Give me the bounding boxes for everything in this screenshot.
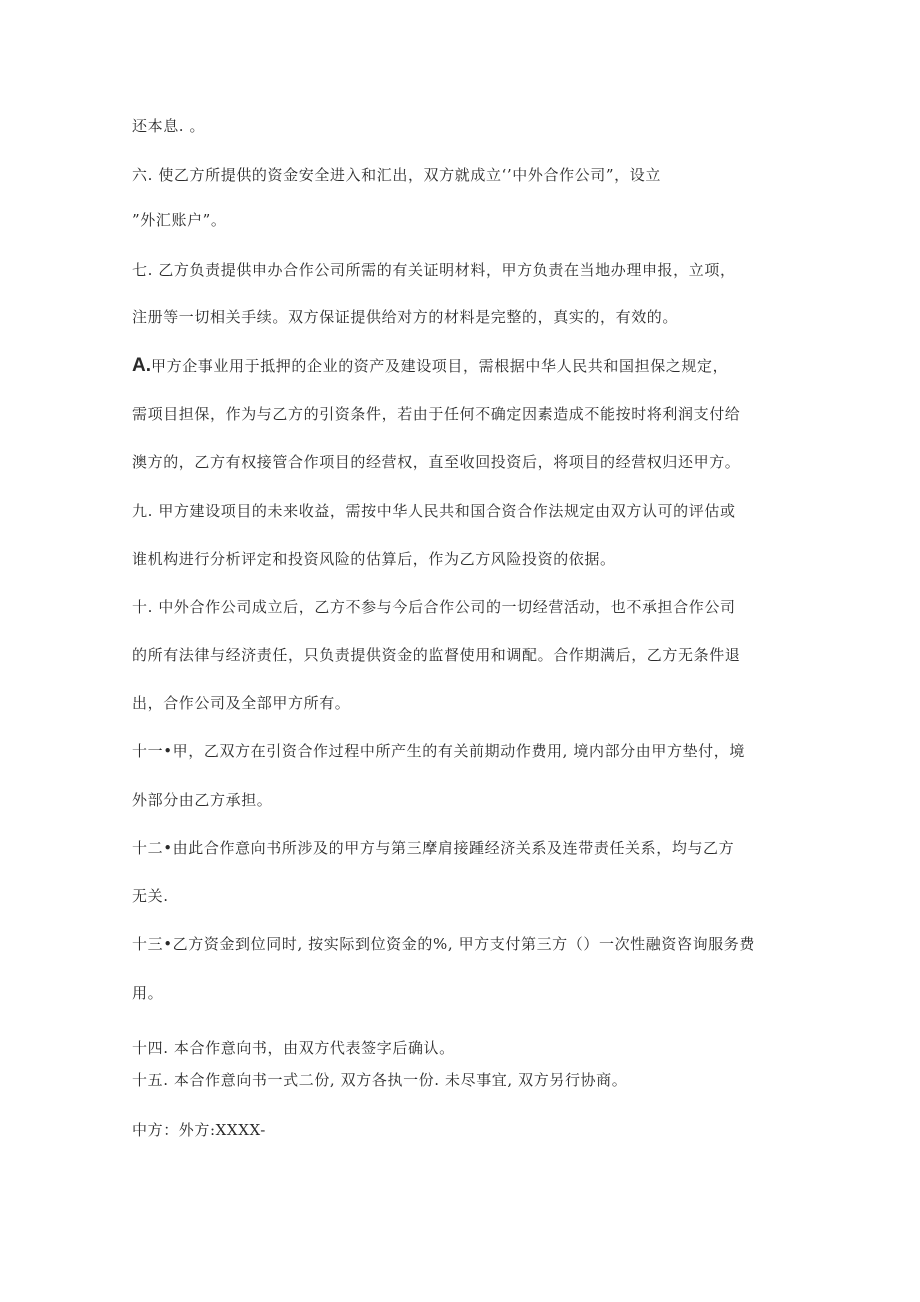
clause-15: 十五. 本合作意向书一式二份, 双方各执一份. 未尽事宜, 双方另行协商。 (132, 1071, 628, 1089)
clause-10-line-1: 十. 中外合作公司成立后，乙方不参与今后合作公司的一切经营活动，也不承担合作公司 (132, 598, 736, 616)
clause-10-line-3: 出，合作公司及全部甲方所有。 (132, 694, 351, 712)
signature-line: 中方：外方:XXXX- (132, 1121, 266, 1139)
clause-9-line-1: 九. 甲方建设项目的未来收益，需按中华人民共和国合资合作法规定由双方认可的评估或 (132, 502, 736, 520)
clause-7-line-1: 七. 乙方负责提供申办合作公司所需的有关证明材料，甲方负责在当地办理申报，立项， (132, 261, 736, 279)
clause-8-text: 甲方企事业用于抵押的企业的资产及建设项目，需根据中华人民共和国担保之规定， (151, 357, 729, 375)
clause-14: 十四. 本合作意向书，由双方代表签字后确认。 (132, 1039, 455, 1057)
clause-6-line-2: ”外汇账户”。 (132, 211, 227, 229)
clause-8-line-2: 需项目担保，作为与乙方的引资条件，若由于任何不确定因素造成不能按时将利润支付给 (132, 405, 741, 423)
clause-12-line-1: 十二•由此合作意向书所涉及的甲方与第三摩肩接踵经济关系及连带责任关系，均与乙方 (132, 839, 735, 857)
clause-9-line-2: 谁机构进行分析评定和投资风险的估算后，作为乙方风险投资的依据。 (132, 550, 616, 568)
clause-8-line-3: 澳方的，乙方有权接管合作项目的经营权，直至收回投资后，将项目的经营权归还甲方。 (132, 453, 741, 471)
clause-11-line-2: 外部分由乙方承担。 (132, 791, 273, 809)
clause-8-marker: A. (132, 355, 151, 376)
clause-13-line-2: 用。 (132, 984, 164, 1002)
clause-6-line-1: 六. 使乙方所提供的资金安全进入和汇出，双方就成立‘’中外合作公司”，设立 (132, 166, 661, 184)
clause-8-line-1 (132, 356, 728, 376)
clause-13-line-1: 十三•乙方资金到位同时, 按实际到位资金的%, 甲方支付第三方（）一次性融资咨询服务费 (132, 935, 755, 953)
clause-12-line-2: 无关. (132, 887, 169, 905)
clause-10-line-2: 的所有法律与经济责任，只负责提供资金的监督使用和调配。合作期满后，乙方无条件退 (132, 646, 741, 664)
clause-7-line-2: 注册等一切相关手续。双方保证提供给对方的材料是完整的，真实的，有效的。 (132, 308, 679, 326)
clause-11-line-1: 十一•甲，乙双方在引资合作过程中所产生的有关前期动作费用, 境内部分由甲方垫付，境 (132, 742, 745, 760)
text-line-1: 还本息. 。 (132, 117, 206, 135)
